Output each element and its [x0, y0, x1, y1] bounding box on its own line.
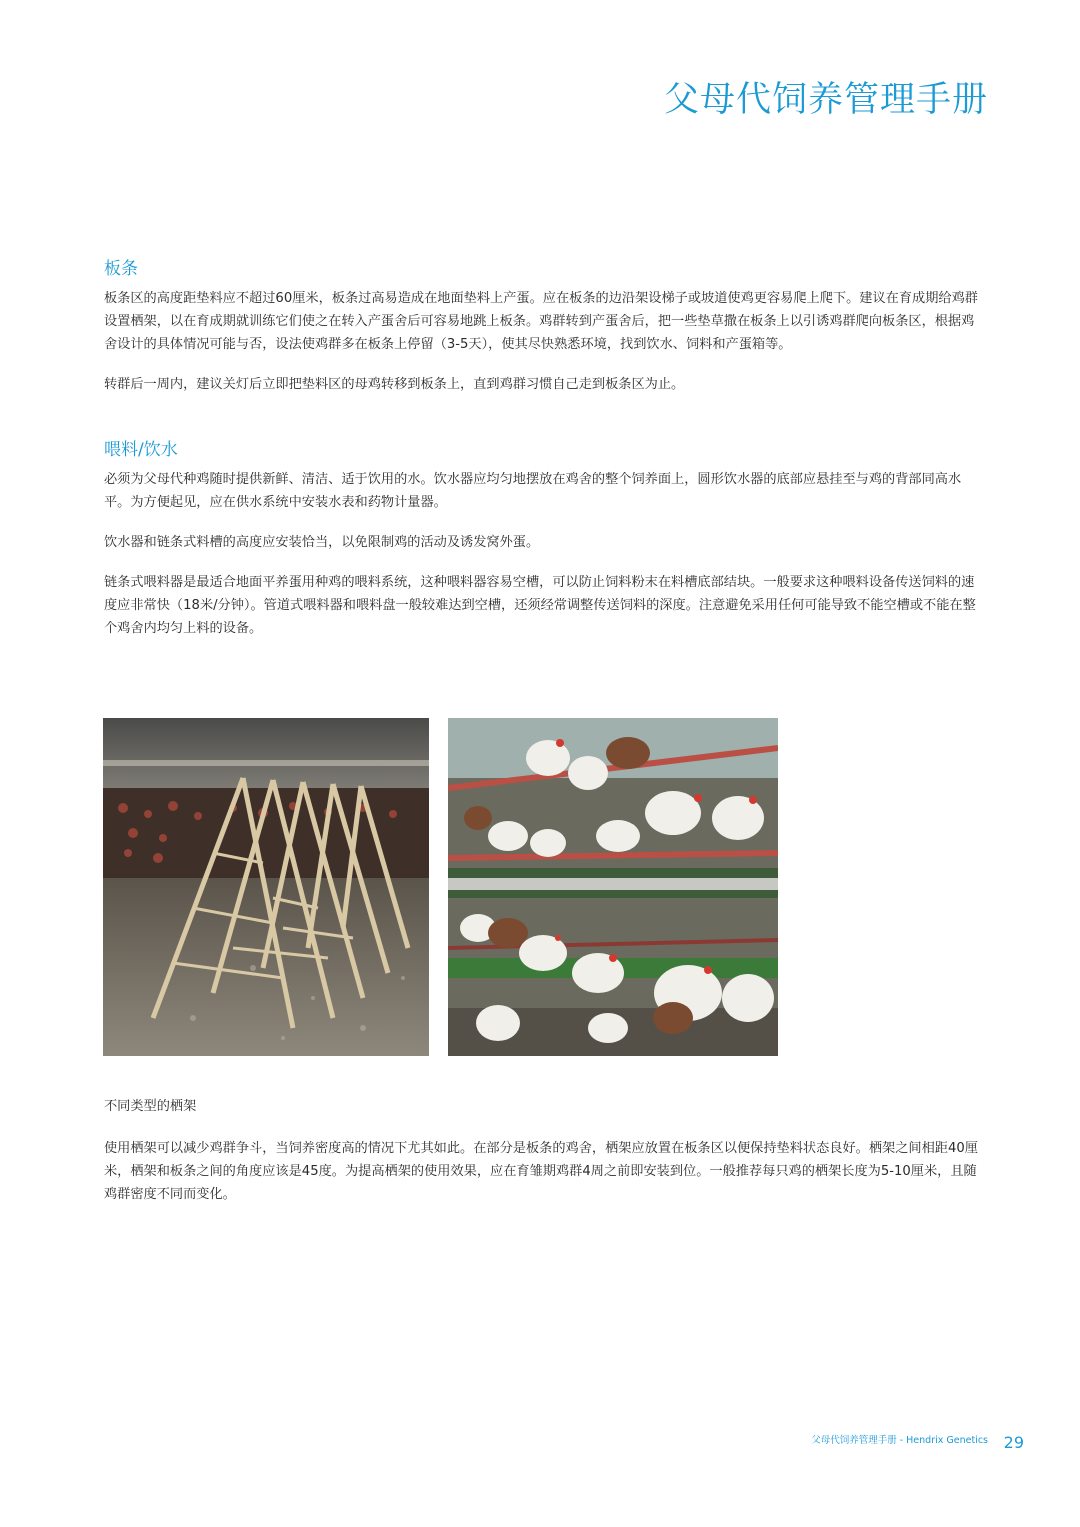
paragraph: 链条式喂料器是最适合地面平养蛋用种鸡的喂料系统，这种喂料器容易空槽，可以防止饲料粉末在料槽底部结块。一般要求这种喂料设备传送饲料的速度应非常快（18米/分钟）。管道式喂料器和喂料盘一般较难达到空槽，还须经常调整传送饲料的深度。注意避免采用任何可能导致不能空槽或不能在整个鸡舍内均匀上料的设备。: [104, 575, 976, 636]
paragraph: 使用栖架可以减少鸡群争斗，当饲养密度高的情况下尤其如此。在部分是板条的鸡舍，栖架应放置在板条区以便保持垫料状态良好。栖架之间相距40厘米，栖架和板条之间的角度应该是45度。为提高栖架的使用效果，应在育雏期鸡群4周之前即安装到位。一般推荐每只鸡的栖架长度为5-10厘米，且随鸡群密度不同而变化。: [104, 1141, 978, 1202]
section-slats: [104, 257, 984, 396]
page-title: 父母代饲养管理手册: [663, 80, 988, 120]
section-heading-feeding: 喂料/饮水: [104, 440, 178, 460]
section-heading-slats: 板条: [104, 259, 138, 279]
paragraph: 饮水器和链条式料槽的高度应安装恰当，以免限制鸡的活动及诱发窝外蛋。: [104, 535, 540, 550]
photo-metal-perches: [448, 718, 778, 1056]
section-feeding: [104, 438, 984, 640]
paragraph: 板条区的高度距垫料应不超过60厘米，板条过高易造成在地面垫料上产蛋。应在板条的边沿架设梯子或坡道使鸡更容易爬上爬下。建议在育成期给鸡群设置栖架，以在育成期就训练它们使之在转入产蛋舍后可容易地跳上板条。鸡群转到产蛋舍后，把一些垫草撒在板条上以引诱鸡群爬向板条区，根据鸡舍设计的具体情况可能与否，设法使鸡群多在板条上停留（3-5天），使其尽快熟悉环境，找到饮水、饲料和产蛋箱等。: [104, 291, 978, 352]
section-perches: [104, 1095, 984, 1206]
paragraph: 转群后一周内，建议关灯后立即把垫料区的母鸡转移到板条上，直到鸡群习惯自己走到板条区为止。: [104, 377, 685, 392]
paragraph: 必须为父母代种鸡随时提供新鲜、清洁、适于饮用的水。饮水器应均匀地摆放在鸡舍的整个饲养面上，圆形饮水器的底部应悬挂至与鸡的背部同高水平。为方便起见，应在供水系统中安装水表和药物计量器。: [104, 472, 962, 510]
photo-caption: 不同类型的栖架: [104, 1099, 197, 1114]
page-number: 29: [1003, 1433, 1024, 1452]
photo-wooden-perches: [103, 718, 429, 1056]
footer-text: 父母代饲养管理手册 - Hendrix Genetics: [811, 1435, 988, 1446]
